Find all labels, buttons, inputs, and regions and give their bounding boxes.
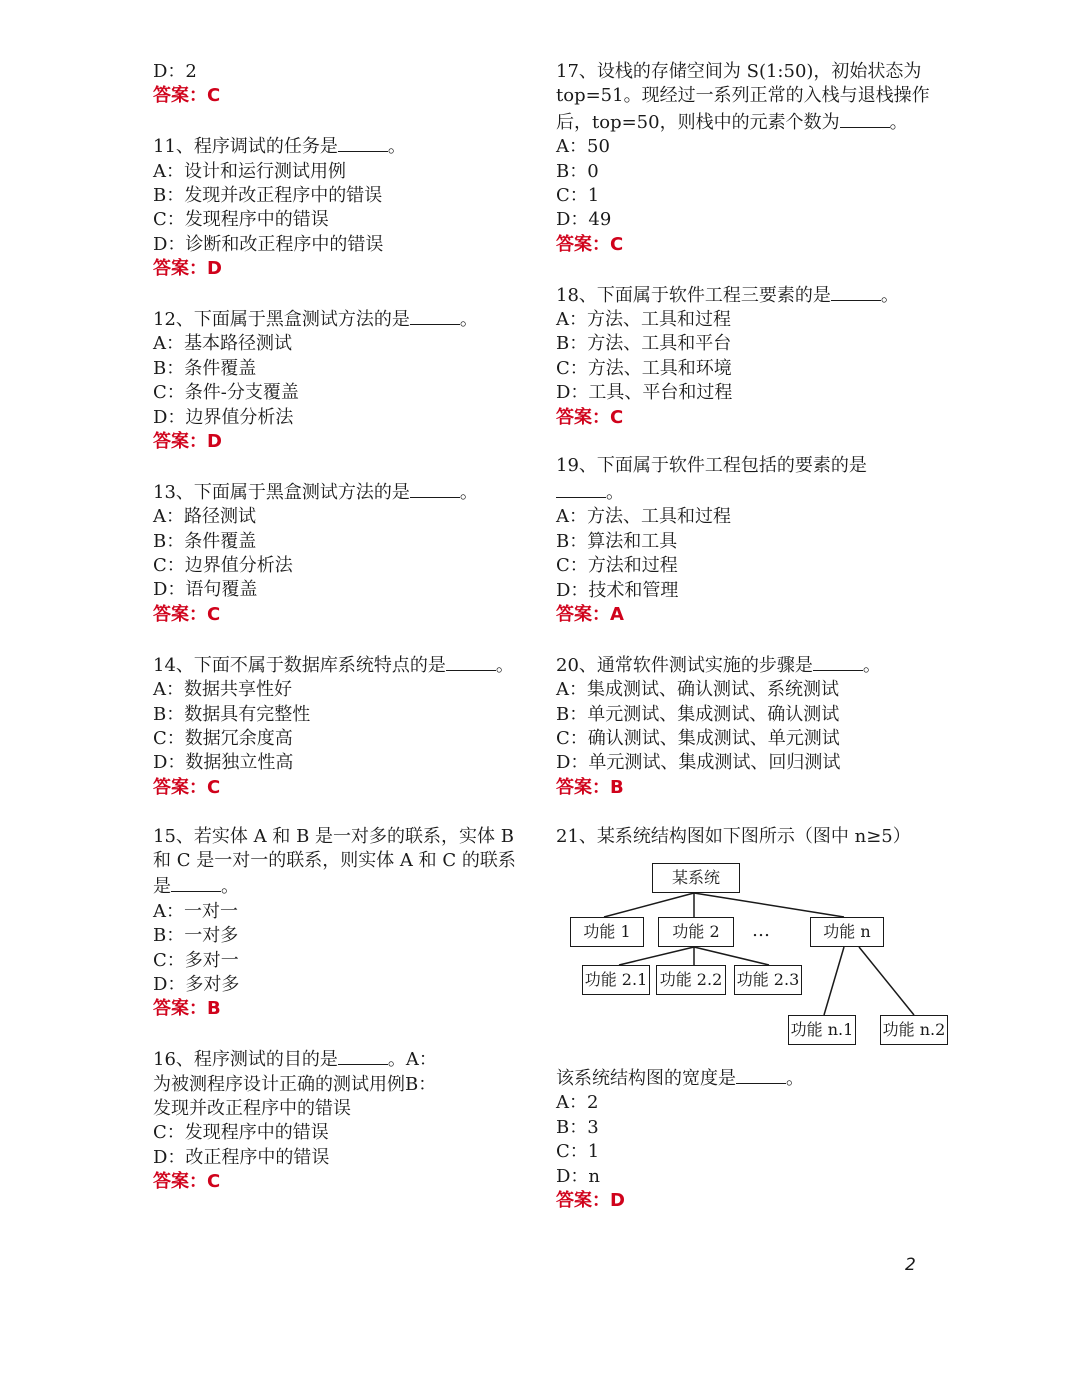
q18-option-b: B：方法、工具和平台: [556, 333, 732, 355]
q15-stem-line3: 是 。: [153, 873, 523, 899]
q18-stem: 18、下面属于软件工程三要素的是 。: [556, 282, 936, 308]
q19-option-a: A：方法、工具和过程: [556, 506, 731, 528]
q14-option-c: C：数据冗余度高: [153, 727, 293, 749]
q15-option-b: B：一对多: [153, 925, 239, 947]
diagram-fn1-box: 功能 n.1: [788, 1015, 856, 1045]
q13-option-b: B：条件覆盖: [153, 530, 257, 552]
q16-answer: 答案：C: [153, 1171, 221, 1193]
left-column: [153, 60, 523, 1195]
q21-answer: 答案：D: [556, 1189, 625, 1211]
q19-answer: 答案：A: [556, 603, 624, 625]
q19-stem-line2: 。: [556, 479, 936, 505]
q19-option-c: C：方法和过程: [556, 555, 678, 577]
q10-answer: 答案：C: [153, 85, 221, 107]
q17-stem-line1: 17、设栈的存储空间为 S(1:50)，初始状态为: [556, 61, 922, 82]
q10-option-d: D：2: [153, 61, 197, 82]
edge-f2-f21: [619, 947, 694, 965]
edge-root-f1: [604, 893, 694, 917]
q13-option-c: C：边界值分析法: [153, 555, 293, 577]
q12-answer: 答案：D: [153, 431, 222, 453]
diagram-ellipsis: …: [752, 919, 770, 941]
diagram-f23-box: 功能 2.3: [734, 965, 802, 995]
q16-option-c: C：发现程序中的错误: [153, 1122, 329, 1144]
q15-option-c: C：多对一: [153, 949, 239, 971]
q20-option-c: C：确认测试、集成测试、单元测试: [556, 727, 840, 749]
q13-option-d: D：语句覆盖: [153, 579, 258, 601]
q11-option-a: A：设计和运行测试用例: [153, 160, 346, 182]
q12-option-b: B：条件覆盖: [153, 357, 257, 379]
q18-option-c: C：方法、工具和环境: [556, 357, 732, 379]
q20-option-d: D：单元测试、集成测试、回归测试: [556, 752, 841, 774]
q15-option-d: D：多对多: [153, 973, 240, 995]
q17-option-a: A：50: [556, 136, 610, 158]
q11-option-d: D：诊断和改正程序中的错误: [153, 233, 384, 255]
q18-option-d: D：工具、平台和过程: [556, 382, 733, 404]
q11-option-b: B：发现并改正程序中的错误: [153, 185, 383, 207]
q19-option-b: B：算法和工具: [556, 530, 678, 552]
structure-diagram: [564, 859, 964, 1059]
q21-option-d: D：n: [556, 1165, 601, 1187]
diagram-root-box: 某系统: [652, 863, 740, 893]
q19-stem-line1: 19、下面属于软件工程包括的要素的是: [556, 455, 867, 477]
q13-stem: 13、下面属于黑盒测试方法的是 。: [153, 479, 523, 505]
q21-option-a: A：2: [556, 1092, 599, 1114]
edge-root-fn: [694, 893, 844, 917]
q11-answer: 答案：D: [153, 258, 222, 280]
q16-stem-line3: 发现并改正程序中的错误: [153, 1097, 351, 1119]
q21-option-c: C：1: [556, 1141, 600, 1163]
q12-option-c: C：条件-分支覆盖: [153, 382, 299, 404]
q16-stem-line1: 16、程序测试的目的是 。A：: [153, 1046, 523, 1072]
q20-option-a: A：集成测试、确认测试、系统测试: [556, 679, 839, 701]
diagram-f22-box: 功能 2.2: [656, 965, 726, 995]
q16-option-d: D：改正程序中的错误: [153, 1146, 330, 1168]
q12-option-a: A：基本路径测试: [153, 333, 292, 355]
q17-stem-line2: top=51。现经过一系列正常的入栈与退栈操作: [556, 85, 930, 107]
diagram-f1-box: 功能 1: [570, 917, 644, 947]
q17-option-d: D：49: [556, 209, 612, 231]
q20-option-b: B：单元测试、集成测试、确认测试: [556, 703, 840, 725]
q13-answer: 答案：C: [153, 603, 221, 625]
q21-option-b: B：3: [556, 1116, 599, 1138]
q15-stem-line2: 和 C 是一对一的联系，则实体 A 和 C 的联系: [153, 849, 516, 871]
q14-option-b: B：数据具有完整性: [153, 703, 311, 725]
edge-f2-f23: [694, 947, 769, 965]
q11-option-c: C：发现程序中的错误: [153, 209, 329, 231]
q17-stem-line3: 后，top=50，则栈中的元素个数为 。: [556, 109, 936, 135]
q14-option-a: A：数据共享性好: [153, 679, 292, 701]
q17-option-b: B：0: [556, 160, 599, 182]
q14-stem: 14、下面不属于数据库系统特点的是 。: [153, 652, 523, 678]
edge-fn-fn2: [859, 947, 914, 1015]
diagram-fn2-box: 功能 n.2: [880, 1015, 948, 1045]
q15-option-a: A：一对一: [153, 900, 238, 922]
edge-fn-fn1: [824, 947, 844, 1015]
q21-question: 该系统结构图的宽度是 。: [556, 1065, 936, 1091]
q14-option-d: D：数据独立性高: [153, 752, 294, 774]
q17-option-c: C：1: [556, 185, 600, 207]
q21-stem: 21、某系统结构图如下图所示（图中 n≥5）: [556, 825, 911, 847]
q15-answer: 答案：B: [153, 998, 221, 1020]
q12-stem: 12、下面属于黑盒测试方法的是 。: [153, 306, 523, 332]
q15-stem-line1: 15、若实体 A 和 B 是一对多的联系，实体 B: [153, 825, 514, 847]
q16-stem-line2: 为被测程序设计正确的测试用例B：: [153, 1073, 437, 1095]
diagram-f21-box: 功能 2.1: [582, 965, 650, 995]
q18-answer: 答案：C: [556, 406, 624, 428]
right-column: [556, 60, 946, 1213]
q20-stem: 20、通常软件测试实施的步骤是 。: [556, 652, 936, 678]
q14-answer: 答案：C: [153, 776, 221, 798]
q18-option-a: A：方法、工具和过程: [556, 309, 731, 331]
q20-answer: 答案：B: [556, 776, 624, 798]
page-number: 2: [905, 1255, 916, 1275]
diagram-fn-box: 功能 n: [810, 917, 884, 947]
q19-option-d: D：技术和管理: [556, 579, 679, 601]
q13-option-a: A：路径测试: [153, 506, 256, 528]
q11-stem: 11、程序调试的任务是 。: [153, 133, 523, 159]
q12-option-d: D：边界值分析法: [153, 406, 294, 428]
q17-answer: 答案：C: [556, 233, 624, 255]
diagram-f2-box: 功能 2: [658, 917, 734, 947]
